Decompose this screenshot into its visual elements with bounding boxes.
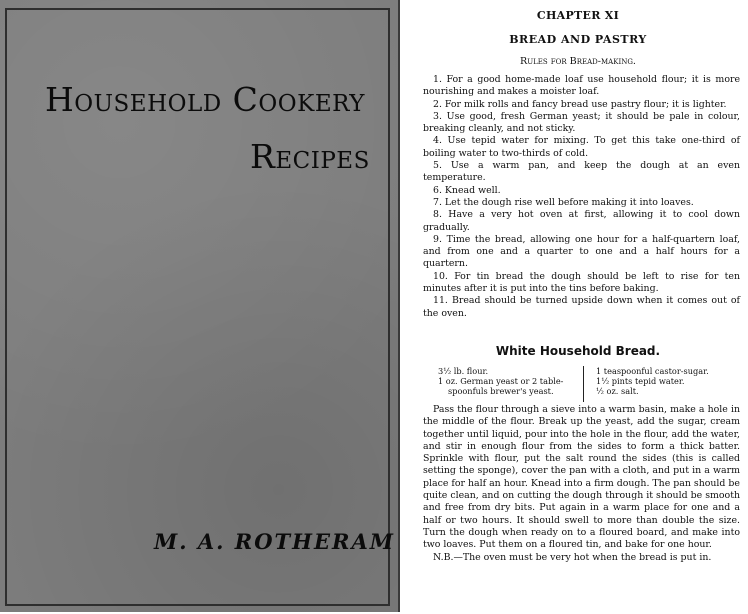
recipe-note: N.B.—The oven must be very hot when the bread is put in.	[433, 551, 712, 563]
rule-item: 2. For milk rolls and fancy bread use pastry flour; it is lighter.	[433, 98, 727, 110]
ingredients-divider	[583, 366, 584, 402]
chapter-heading: CHAPTER XI	[536, 9, 620, 22]
method-paragraph: Pass the flour through a sieve into a warm basin, make a hole in the middle of the flour. Break up the yeast, add the sugar, cream together until liquid, pour into the hole in the flour, add the water, and stir in enough flour from the sides to form a thick batter. Sprinkle with flour, put the salt round the sides (this is called setting the sponge), cover the pan with a cloth, and put in a warm place for half an hour. Knead into a firm dough. The pan should be quite clean, and on cutting the dough through it should be smooth and free from dry bits. Put again in a warm place for one and a half or two hours. It should swell to more than double the size. Turn the dough when ready on to a floured board, and make into two loaves. Put them on a floured tin, and bake for one hour.	[423, 404, 740, 551]
rule-item: 5. Use a warm pan, and keep the dough at an even temperature.	[423, 160, 740, 184]
book-page	[408, 0, 748, 614]
ingredient-line: spoonfuls brewer's yeast.	[448, 386, 554, 396]
cover-author: M. A. ROTHERAM	[154, 529, 395, 554]
cover-title-line1: Household Cookery	[45, 80, 365, 119]
ingredient-line: 1 oz. German yeast or 2 table-	[438, 376, 564, 386]
ingredient-line: 1½ pints tepid water.	[596, 376, 685, 386]
section-heading: BREAD AND PASTRY	[509, 33, 647, 46]
rule-item: 9. Time the bread, allowing one hour for a half-quartern loaf, and from one and a quarter to one and a half hours for a quartern.	[423, 233, 740, 270]
rule-item: 6. Knead well.	[433, 184, 501, 196]
rules-list	[423, 74, 740, 320]
ingredients-right-column	[596, 366, 746, 396]
ingredients-block	[438, 366, 734, 408]
rule-item: 4. Use tepid water for mixing. To get this take one-third of boiling water to two-thirds of cold.	[423, 135, 740, 159]
rule-item: 10. For tin bread the dough should be left to rise for ten minutes after it is put into the tins before baking.	[423, 270, 740, 295]
rule-item: 8. Have a very hot oven at first, allowing it to cool down gradually.	[423, 209, 740, 233]
rule-item: 3. Use good, fresh German yeast; it should be pale in colour, breaking cleanly, and not sticky.	[423, 110, 740, 135]
rule-item: 11. Bread should be turned upside down when it comes out of the oven.	[423, 295, 740, 319]
cover-title-line2: Recipes	[250, 137, 370, 176]
recipe-method	[423, 404, 740, 564]
ingredient-line: 3½ lb. flour.	[438, 366, 489, 376]
ingredient-line: ½ oz. salt.	[596, 386, 639, 396]
rule-item: 7. Let the dough rise well before making it into loaves.	[433, 196, 694, 208]
ingredients-left-column	[438, 366, 574, 396]
subsection-heading: Rules for Bread-making.	[520, 56, 636, 67]
ingredient-line: 1 teaspoonful castor-sugar.	[596, 366, 709, 376]
rule-item: 1. For a good home-made loaf use household flour; it is more nourishing and makes a moister loaf.	[423, 74, 740, 98]
recipe-title: White Household Bread.	[495, 344, 661, 358]
